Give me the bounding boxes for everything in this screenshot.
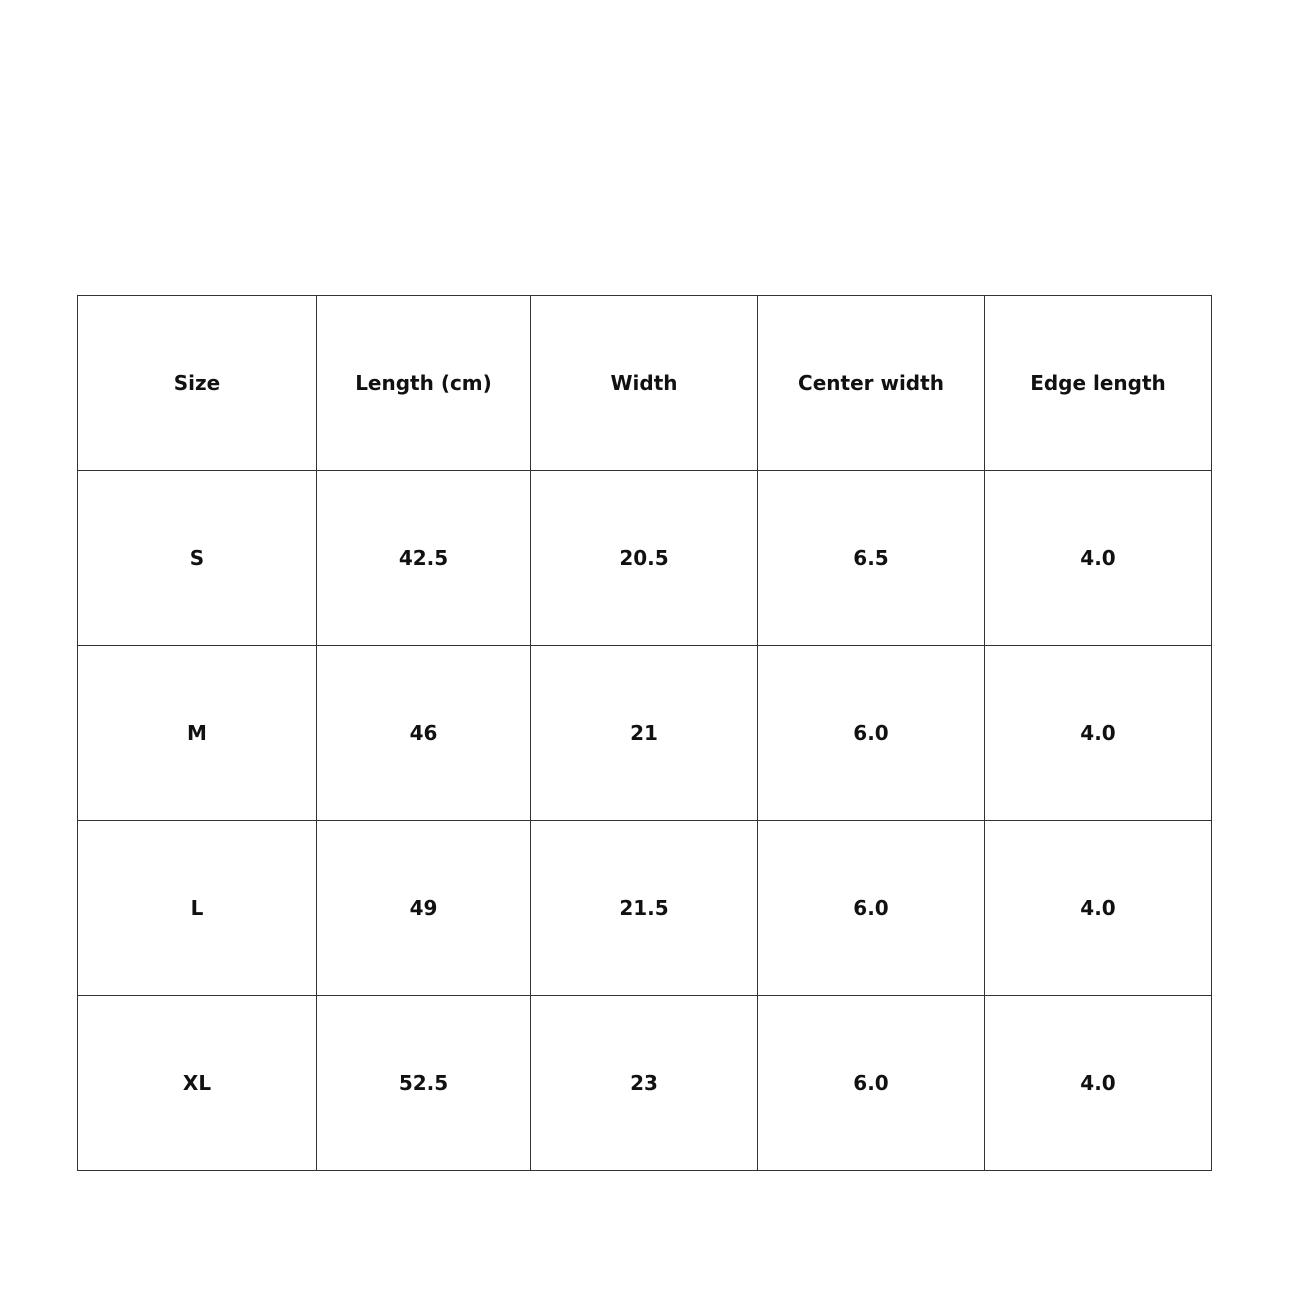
table-cell: 4.0 <box>985 821 1212 996</box>
table-row <box>78 996 1212 1171</box>
table-cell: 4.0 <box>985 996 1212 1171</box>
table-cell: 21.5 <box>531 821 758 996</box>
table-row <box>78 821 1212 996</box>
table-cell: 20.5 <box>531 471 758 646</box>
table-cell: 49 <box>317 821 531 996</box>
table-cell: 4.0 <box>985 646 1212 821</box>
table-row <box>78 471 1212 646</box>
table-cell: XL <box>78 996 317 1171</box>
table-cell: 52.5 <box>317 996 531 1171</box>
table-cell: 6.5 <box>758 471 985 646</box>
table-cell: 46 <box>317 646 531 821</box>
table-row <box>78 646 1212 821</box>
table-cell: 23 <box>531 996 758 1171</box>
header-cell-edge-length: Edge length <box>985 296 1212 471</box>
table-cell: 6.0 <box>758 996 985 1171</box>
table-cell: 4.0 <box>985 471 1212 646</box>
table-cell: M <box>78 646 317 821</box>
size-chart-table <box>77 295 1212 1171</box>
table-cell: 42.5 <box>317 471 531 646</box>
header-cell-size: Size <box>78 296 317 471</box>
table-cell: 21 <box>531 646 758 821</box>
header-cell-center-width: Center width <box>758 296 985 471</box>
header-cell-length: Length (cm) <box>317 296 531 471</box>
table-cell: 6.0 <box>758 821 985 996</box>
table-cell: S <box>78 471 317 646</box>
table-cell: 6.0 <box>758 646 985 821</box>
header-cell-width: Width <box>531 296 758 471</box>
table-cell: L <box>78 821 317 996</box>
table-header-row <box>78 296 1212 471</box>
